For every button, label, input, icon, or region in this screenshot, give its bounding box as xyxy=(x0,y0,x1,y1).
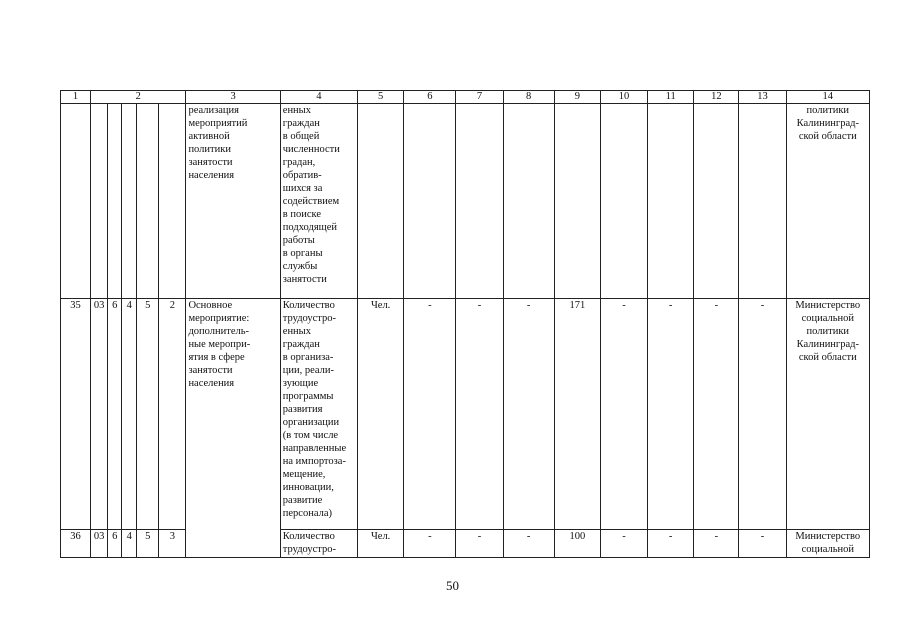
responsible-cell xyxy=(786,299,869,530)
cell-line: трудоустро- xyxy=(282,544,337,555)
cell-line: политики xyxy=(806,326,850,337)
cell-line: персонала) xyxy=(282,508,332,519)
cell-line: подходящей xyxy=(282,222,338,233)
cell-line: Количество xyxy=(282,531,335,542)
value-cell: - xyxy=(404,530,456,558)
header-cell: 13 xyxy=(739,91,786,104)
header-row xyxy=(61,91,870,104)
cell-line: программы xyxy=(282,391,334,402)
cell-line: занятости xyxy=(188,157,233,168)
value-cell: 171 xyxy=(554,299,600,530)
page-number: 50 xyxy=(446,578,459,593)
row-number: 36 xyxy=(61,530,91,558)
code-cell: 4 xyxy=(122,299,137,530)
table-row-35 xyxy=(61,299,870,530)
cell-line: ской области xyxy=(798,131,857,142)
value-cell: - xyxy=(694,530,739,558)
cell-line: Калининград- xyxy=(796,118,859,129)
cell-line: развитие xyxy=(282,495,323,506)
header-cell: 1 xyxy=(61,91,91,104)
code-cell: 6 xyxy=(108,530,122,558)
cell-line: на импортоза- xyxy=(282,456,346,467)
header-cell: 4 xyxy=(280,91,357,104)
code-cell: 5 xyxy=(137,299,159,530)
cell-line: градан, xyxy=(282,157,316,168)
cell-line: занятости xyxy=(188,365,233,376)
cell-line: содействием xyxy=(282,196,340,207)
responsible-cell xyxy=(786,530,869,558)
cell-line: организации xyxy=(282,417,340,428)
cell-line: мероприятие: xyxy=(188,313,250,324)
code-cell: 3 xyxy=(159,530,186,558)
value-cell: - xyxy=(694,299,739,530)
code-cell: 03 xyxy=(91,530,108,558)
header-cell: 11 xyxy=(648,91,694,104)
indicator-cell xyxy=(280,104,357,299)
table-row-continuation xyxy=(61,104,870,299)
value-cell: - xyxy=(648,530,694,558)
cell-line: Основное xyxy=(188,300,233,311)
measure-name-cell xyxy=(186,299,280,558)
code-cell: 4 xyxy=(122,530,137,558)
cell-line: инновации, xyxy=(282,482,334,493)
cell-line: (в том числе xyxy=(282,430,339,441)
cell-line: мероприятий xyxy=(188,118,248,129)
cell-line: Калининград- xyxy=(796,339,859,350)
unit-cell: Чел. xyxy=(358,299,404,530)
cell-line: в общей xyxy=(282,131,320,142)
cell-line: енных xyxy=(282,326,311,337)
cell-line: развития xyxy=(282,404,323,415)
cell-line: реализация xyxy=(188,105,239,116)
cell-line: Количество xyxy=(282,300,335,311)
cell-line: занятости xyxy=(282,274,327,285)
indicator-cell xyxy=(280,530,357,558)
cell-line: ской области xyxy=(798,352,857,363)
value-cell: - xyxy=(739,530,786,558)
header-cell: 2 xyxy=(91,91,186,104)
value-cell: - xyxy=(600,530,647,558)
cell-line: социальной xyxy=(801,313,854,324)
unit-cell: Чел. xyxy=(358,530,404,558)
cell-line: в органы xyxy=(282,248,323,259)
indicator-cell xyxy=(280,299,357,530)
header-cell: 5 xyxy=(358,91,404,104)
value-cell: - xyxy=(456,530,503,558)
cell-line: Министерство xyxy=(795,300,861,311)
cell-line: зующие xyxy=(282,378,319,389)
cell-line: активной xyxy=(188,131,230,142)
cell-line: в поиске xyxy=(282,209,322,220)
cell-line: направленные xyxy=(282,443,347,454)
row-number: 35 xyxy=(61,299,91,530)
header-cell: 12 xyxy=(694,91,739,104)
header-cell: 10 xyxy=(600,91,647,104)
cell-line: Министерство xyxy=(795,531,861,542)
cell-line: мещение, xyxy=(282,469,326,480)
value-cell: - xyxy=(739,299,786,530)
table-row-36 xyxy=(61,530,870,558)
program-table xyxy=(60,90,870,558)
value-cell: - xyxy=(503,530,554,558)
cell-line: ятия в сфере xyxy=(188,352,245,363)
value-cell: - xyxy=(456,299,503,530)
cell-line: трудоустро- xyxy=(282,313,337,324)
header-cell: 9 xyxy=(554,91,600,104)
cell-line: численности xyxy=(282,144,340,155)
header-cell: 6 xyxy=(404,91,456,104)
cell-line: ные меропри- xyxy=(188,339,251,350)
cell-line: работы xyxy=(282,235,315,246)
cell-line: шихся за xyxy=(282,183,323,194)
cell-line: в организа- xyxy=(282,352,334,363)
cell-line: политики xyxy=(806,105,850,116)
value-cell: - xyxy=(503,299,554,530)
measure-name-cell xyxy=(186,104,280,299)
cell-line: ции, реали- xyxy=(282,365,335,376)
value-cell: - xyxy=(404,299,456,530)
cell-line: социальной xyxy=(801,544,854,555)
cell-line: службы xyxy=(282,261,318,272)
cell-line: политики xyxy=(188,144,231,155)
cell-line: граждан xyxy=(282,118,320,129)
value-cell: 100 xyxy=(554,530,600,558)
cell-line: дополнитель- xyxy=(188,326,250,337)
header-cell: 14 xyxy=(786,91,869,104)
code-cell: 03 xyxy=(91,299,108,530)
code-cell: 5 xyxy=(137,530,159,558)
header-cell: 7 xyxy=(456,91,503,104)
value-cell: - xyxy=(648,299,694,530)
responsible-cell xyxy=(786,104,869,299)
header-cell: 3 xyxy=(186,91,280,104)
code-cell: 6 xyxy=(108,299,122,530)
cell-line: населения xyxy=(188,170,235,181)
cell-line: населения xyxy=(188,378,235,389)
cell-line: енных xyxy=(282,105,311,116)
cell-line: обратив- xyxy=(282,170,322,181)
cell-line: граждан xyxy=(282,339,320,350)
code-cell: 2 xyxy=(159,299,186,530)
header-cell: 8 xyxy=(503,91,554,104)
value-cell: - xyxy=(600,299,647,530)
